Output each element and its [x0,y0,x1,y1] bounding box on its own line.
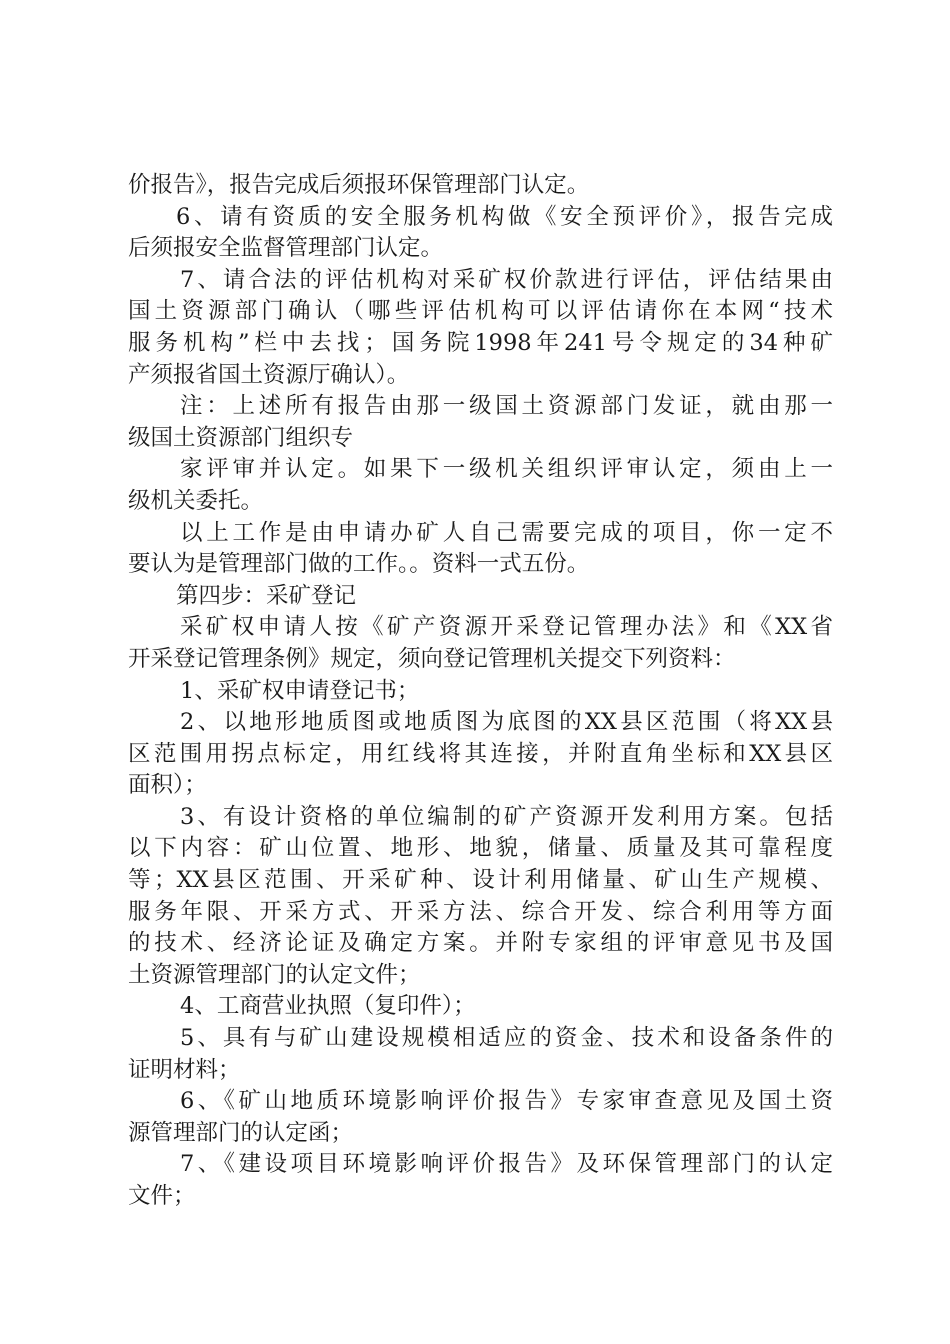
text-line: 6、请有资质的安全服务机构做《安全预评价》，报告完成 [176,203,833,230]
text-line: 要认为是管理部门做的工作。。资料一式五份。 [128,551,590,578]
text-line: 产须报省国土资源厅确认）。 [128,361,410,388]
list-item: 3、有设计资格的单位编制的矿产资源开发利用方案。包括 [180,803,833,830]
text-line: 采矿权申请人按《矿产资源开采登记管理办法》和《XX省 [180,614,833,641]
text-line: 源管理部门的认定函； [128,1119,354,1146]
text-line: 等；XX县区范围、开采矿种、设计利用储量、矿山生产规模、 [128,867,833,894]
text-line: 土资源管理部门的认定文件； [128,961,421,988]
text-line: 服务年限、开采方式、开采方法、综合开发、综合利用等方面 [128,898,833,925]
text-line: 价报告》，报告完成后须报环保管理部门认定。 [128,172,590,198]
text-line: 级机关委托。 [128,487,264,514]
text-line: 开采登记管理条例》规定，须向登记管理机关提交下列资料： [128,645,736,672]
list-item: 7、《建设项目环境影响评价报告》及环保管理部门的认定 [180,1151,833,1178]
text-line: 后须报安全监督管理部门认定。 [128,235,444,262]
text-line: 证明材料； [128,1056,241,1083]
text-line: 国土资源部门确认（哪些评估机构可以评估请你在本网“技术 [128,298,833,325]
list-item: 2、以地形地质图或地质图为底图的XX县区范围（将XX县 [180,709,833,736]
text-line: 级国土资源部门组织专 [128,424,354,451]
text-line: 家评审并认定。如果下一级机关组织评审认定，须由上一 [180,456,833,483]
list-item: 4、工商营业执照（复印件）； [180,993,476,1020]
text-line: 以下内容：矿山位置、地形、地貌，储量、质量及其可靠程度 [128,835,833,862]
text-line: 文件； [128,1183,196,1209]
list-item: 1、采矿权申请登记书； [180,677,420,704]
text-line: 服务机构”栏中去找；国务院1998年241号令规定的34种矿 [128,329,833,356]
text-line: 注：上述所有报告由那一级国土资源部门发证，就由那一 [180,393,833,420]
document-body [128,170,833,1213]
text-line: 的技术、经济论证及确定方案。并附专家组的评审意见书及国 [128,930,833,957]
text-line: 区范围用拐点标定，用红线将其连接，并附直角坐标和XX县区 [128,740,833,767]
text-line: 7、请合法的评估机构对采矿权价款进行评估，评估结果由 [180,266,833,293]
text-line: 以上工作是由申请办矿人自己需要完成的项目，你一定不 [180,519,833,546]
section-heading: 第四步：采矿登记 [176,582,357,609]
text-line: 面积）； [128,772,207,799]
list-item: 6、《矿山地质环境影响评价报告》专家审查意见及国土资 [180,1088,833,1115]
list-item: 5、具有与矿山建设规模相适应的资金、技术和设备条件的 [180,1025,833,1052]
